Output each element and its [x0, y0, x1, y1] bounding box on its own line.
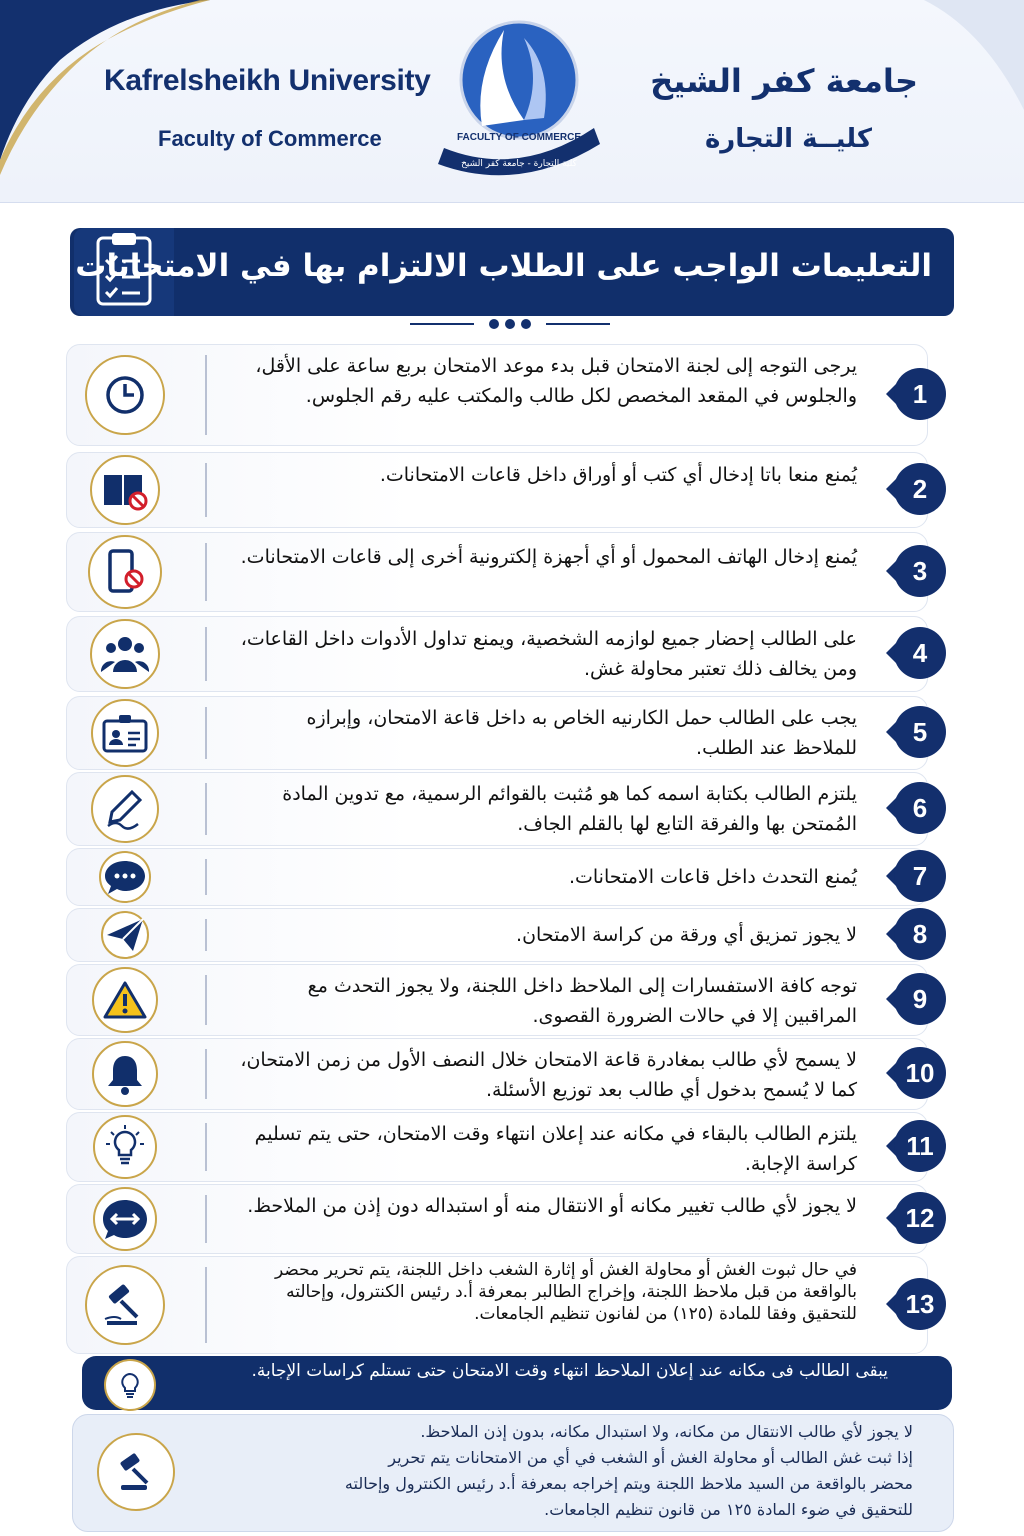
note-box-bottom [72, 1414, 954, 1532]
logo-ring-text: FACULTY OF COMMERCE [456, 132, 582, 143]
rule-number-badge [878, 1278, 958, 1330]
note-top-text: يبقى الطالب فى مكانه عند إعلان الملاحظ انتهاء وقت الامتحان حتى تستلم كراسات الإجابة. [251, 1361, 888, 1381]
logo-ribbon-text: كلية التجارة - جامعة كفر الشيخ [461, 159, 577, 169]
rule-item [66, 1184, 928, 1254]
rule-text: يُمنع إدخال الهاتف المحمول أو أي أجهزة إلكترونية أخرى إلى قاعات الامتحانات. [240, 546, 857, 568]
university-name-ar: جامعة كفر الشيخ [650, 62, 918, 100]
rule-text: يُمنع منعا باتا إدخال أي كتب أو أوراق داخل قاعات الامتحانات. [379, 464, 857, 486]
rule-separator [205, 1123, 207, 1171]
warning-icon [92, 967, 158, 1033]
rule-text: لا يجوز لأي طالب تغيير مكانه أو الانتقال منه أو استبداله دون إذن من الملاحظ. [247, 1195, 857, 1217]
title-banner [70, 228, 954, 316]
rule-separator [205, 627, 207, 681]
rule-number: 8 [894, 908, 946, 960]
rule-item [66, 616, 928, 692]
gavel-icon [97, 1433, 175, 1511]
rule-item [66, 1112, 928, 1182]
rule-text: يجب على الطالب حمل الكارنيه الخاص به داخل قاعة الامتحان، وإبرازه للملاحظ عند الطلب. [306, 707, 857, 759]
rule-separator [205, 355, 207, 435]
rule-item [66, 532, 928, 612]
university-name-en: Kafrelsheikh University [104, 64, 431, 97]
rule-text: يلتزم الطالب بكتابة اسمه كما هو مُثبت بالقوائم الرسمية، مع تدوين المادة المُمتحن بها والفرقة التابع لها بالقلم الجاف. [282, 783, 857, 835]
rule-separator [205, 1267, 207, 1343]
decorative-swoosh [0, 0, 220, 202]
rule-separator [205, 859, 207, 895]
note-bottom-line: للتحقيق في ضوء المادة ١٢٥ من قانون تنظيم الجامعات. [544, 1500, 913, 1519]
rule-number-badge [878, 782, 958, 834]
rule-number: 6 [894, 782, 946, 834]
rule-number: 7 [894, 850, 946, 902]
rule-number: 12 [894, 1192, 946, 1244]
rule-number: 10 [894, 1047, 946, 1099]
rule-number-badge [878, 368, 958, 420]
rule-number-badge [878, 973, 958, 1025]
rule-text: لا يسمح لأي طالب بمغادرة قاعة الامتحان خلال النصف الأول من زمن الامتحان، كما لا يُسمح بدخول أي طالب بعد توزيع الأسئلة. [240, 1049, 857, 1101]
no-phone-icon [88, 535, 162, 609]
speech-bubble-icon [99, 851, 151, 903]
no-books-icon [90, 455, 160, 525]
rule-text: في حال ثبوت الغش أو محاولة الغش أو إثارة الشغب داخل اللجنة، يتم تحرير محضر بالواقعة من قبل ملاحظ اللجنة، وإخراج الطالبر بمعرفة أ.د رئيس الكنترول، وإحالته للتحقيق وفقا للمادة (١٢٥) من لفانون تنظيم الجامعات. [274, 1260, 857, 1324]
clock-icon [85, 355, 165, 435]
rule-number-badge [878, 908, 958, 960]
id-card-icon [91, 699, 159, 767]
note-bottom-line: لا يجوز لأي طالب الانتقال من مكانه، ولا استبدال مكانه، بدون إذن الملاحظ. [420, 1422, 913, 1441]
rule-number-badge [878, 1192, 958, 1244]
rule-number: 1 [894, 368, 946, 420]
note-banner-top [82, 1356, 952, 1410]
rule-item [66, 696, 928, 770]
rule-number: 4 [894, 627, 946, 679]
page-header [0, 0, 1024, 203]
rule-item [66, 1038, 928, 1110]
group-icon [90, 619, 160, 689]
rule-number-badge [878, 627, 958, 679]
swap-arrows-icon [93, 1187, 157, 1251]
rule-text: يلتزم الطالب بالبقاء في مكانه عند إعلان انتهاء وقت الامتحان، حتى يتم تسليم كراسة الإجابة. [254, 1123, 857, 1175]
rule-separator [205, 543, 207, 601]
title-divider [410, 318, 610, 330]
rule-text: يُمنع التحدث داخل قاعات الامتحانات. [568, 866, 857, 888]
rule-number: 9 [894, 973, 946, 1025]
gavel-icon [85, 1265, 165, 1345]
faculty-name-ar: كليــة التجارة [704, 124, 872, 154]
rule-item [66, 344, 928, 446]
rule-item [66, 772, 928, 846]
bell-icon [92, 1041, 158, 1107]
rule-separator [205, 975, 207, 1025]
rule-number-badge [878, 1047, 958, 1099]
rule-number: 3 [894, 545, 946, 597]
paper-plane-icon [101, 911, 149, 959]
rule-item [66, 1256, 928, 1354]
rule-number: 13 [894, 1278, 946, 1330]
rule-separator [205, 1195, 207, 1243]
rule-separator [205, 1049, 207, 1099]
lightbulb-icon [104, 1359, 156, 1411]
rule-text: لا يجوز تمزيق أي ورقة من كراسة الامتحان. [516, 924, 857, 946]
decorative-corner [864, 0, 1024, 120]
rule-number-badge [878, 545, 958, 597]
note-bottom-line: إذا ثبت غش الطالب أو محاولة الغش أو الشغب في أي من الامتحانات يتم تحرير [388, 1448, 913, 1467]
lightbulb-icon [93, 1115, 157, 1179]
rule-separator [205, 783, 207, 835]
page-title: التعليمات الواجب على الطلاب الالتزام بها في الامتحانات [75, 248, 932, 284]
rule-number-badge [878, 850, 958, 902]
rule-item [66, 908, 928, 962]
rule-text: على الطالب إحضار جميع لوازمه الشخصية، ويمنع تداول الأدوات داخل القاعات، ومن يخالف ذلك تعتبر محاولة غش. [240, 628, 857, 680]
faculty-name-en: Faculty of Commerce [158, 126, 382, 151]
note-bottom-text [193, 1419, 913, 1523]
rule-item [66, 452, 928, 528]
rule-text: يرجى التوجه إلى لجنة الامتحان قبل بدء موعد الامتحان بربع ساعة على الأقل، والجلوس في المقعد المخصص لكل طالب والمكتب عليه رقم الجلوس. [255, 355, 857, 407]
rule-number: 2 [894, 463, 946, 515]
pen-writing-icon [91, 775, 159, 843]
rule-number-badge [878, 463, 958, 515]
rule-number: 5 [894, 706, 946, 758]
note-bottom-line: محضر بالواقعة من السيد ملاحظ اللجنة ويتم إخراجه بمعرفة أ.د رئيس الكنترول وإحالته [344, 1474, 913, 1493]
rule-item [66, 848, 928, 906]
rule-separator [205, 463, 207, 517]
rule-number-badge [878, 1120, 958, 1172]
rule-item [66, 964, 928, 1036]
rule-text: توجه كافة الاستفسارات إلى الملاحظ داخل اللجنة، ولا يجوز التحدث مع المراقبين إلا في حالات الضرورة القصوى. [307, 975, 857, 1027]
rule-separator [205, 919, 207, 951]
rule-separator [205, 707, 207, 759]
rule-number: 11 [894, 1120, 946, 1172]
faculty-logo [424, 8, 614, 188]
rule-number-badge [878, 706, 958, 758]
